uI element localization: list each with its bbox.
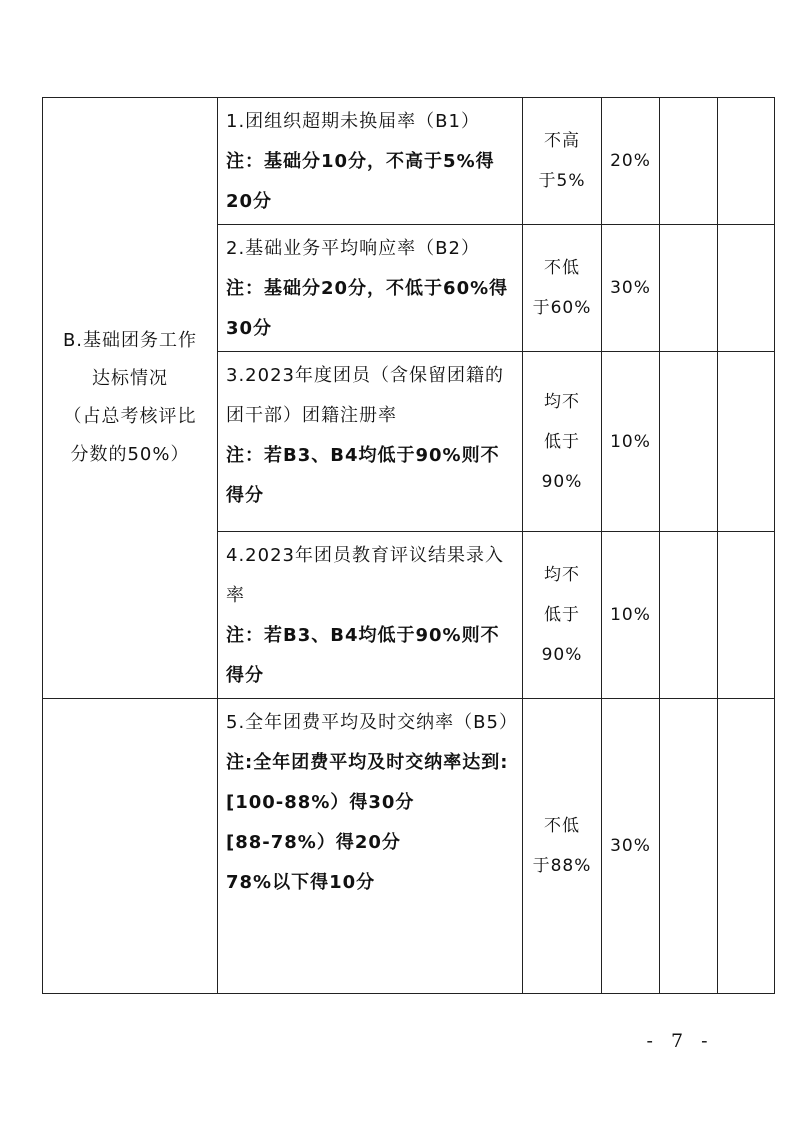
indicator-cell [218, 699, 523, 994]
category-empty-cell [43, 699, 218, 994]
page-number: - 7 - [646, 1030, 714, 1052]
weight-cell: 30% [602, 699, 660, 994]
indicator-note: [88-78%）得20分 [226, 832, 401, 853]
table-row [43, 98, 775, 225]
indicator-title: 5.全年团费平均及时交纳率（B5） [226, 712, 518, 733]
category-label: B.基础团务工作 [62, 330, 198, 351]
empty-cell [660, 225, 718, 352]
indicator-title: 4.2023年团员教育评议结果录入率 [226, 545, 504, 606]
standard-text: 90% [541, 645, 583, 665]
empty-cell [660, 98, 718, 225]
standard-text: 于88% [532, 856, 592, 876]
indicator-note: 78%以下得10分 [226, 872, 376, 893]
empty-cell [718, 532, 775, 699]
standard-text: 90% [541, 471, 583, 492]
empty-cell [718, 225, 775, 352]
indicator-cell [218, 532, 523, 699]
indicator-note: 注：若B3、B4均低于90%则不得分 [226, 445, 500, 506]
empty-cell [660, 532, 718, 699]
standard-text: 不高 [544, 131, 580, 151]
standard-cell [523, 699, 602, 994]
standard-cell [523, 532, 602, 699]
standard-cell [523, 225, 602, 352]
indicator-note: [100-88%）得30分 [226, 792, 415, 813]
weight-cell: 10% [602, 532, 660, 699]
standard-cell [523, 352, 602, 532]
empty-cell [660, 352, 718, 532]
category-b-cell [43, 98, 218, 699]
weight-cell: 10% [602, 352, 660, 532]
standard-text: 于5% [538, 171, 586, 191]
standard-text: 于60% [532, 298, 592, 318]
indicator-cell [218, 225, 523, 352]
indicator-note: 注：基础分10分，不高于5%得20分 [226, 151, 495, 212]
empty-cell [718, 98, 775, 225]
empty-cell [718, 352, 775, 532]
indicator-title: 1.团组织超期未换届率（B1） [226, 111, 480, 132]
standard-cell [523, 98, 602, 225]
empty-cell [718, 699, 775, 994]
table-row [43, 699, 775, 994]
indicator-note: 注：若B3、B4均低于90%则不得分 [226, 625, 500, 686]
category-label: （占总考核评比 [63, 406, 197, 427]
indicator-cell [218, 352, 523, 532]
indicator-note: 注:全年团费平均及时交纳率达到: [226, 752, 509, 773]
weight-cell: 20% [602, 98, 660, 225]
standard-text: 不低 [544, 816, 580, 836]
empty-cell [660, 699, 718, 994]
standard-text: 低于 [544, 605, 580, 625]
indicator-note: 注：基础分20分，不低于60%得30分 [226, 278, 509, 339]
indicator-title: 2.基础业务平均响应率（B2） [226, 238, 480, 259]
category-label: 分数的50%） [70, 444, 190, 465]
category-label: 达标情况 [92, 368, 168, 389]
standard-text: 均不 [544, 391, 580, 412]
standard-text: 低于 [544, 431, 580, 452]
weight-cell: 30% [602, 225, 660, 352]
standard-text: 均不 [544, 565, 580, 585]
indicator-cell [218, 98, 523, 225]
assessment-table [42, 97, 775, 994]
standard-text: 不低 [544, 258, 580, 278]
indicator-title: 3.2023年度团员（含保留团籍的团干部）团籍注册率 [226, 365, 504, 426]
